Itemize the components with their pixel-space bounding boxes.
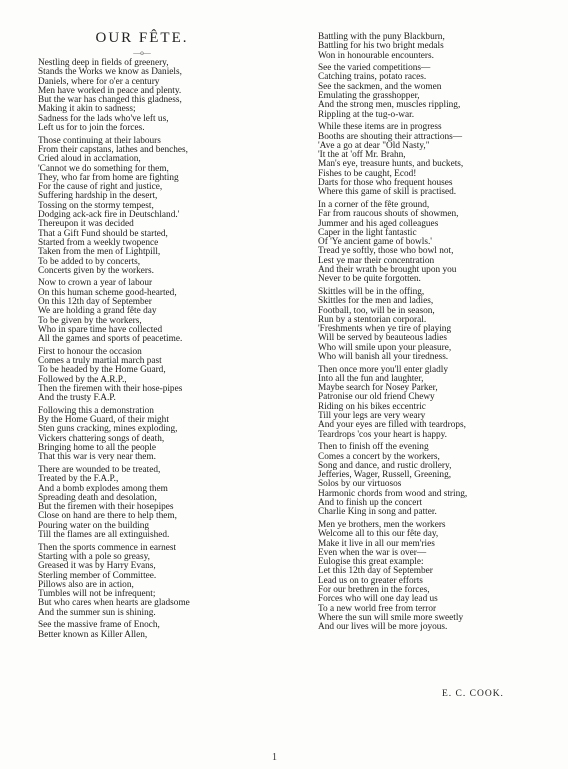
poem-line: See the varied competitions—: [318, 63, 431, 74]
title-ornament: —o—: [133, 49, 151, 57]
stanza: [318, 366, 558, 440]
poem-line: Cried aloud in acclamation,: [38, 154, 141, 165]
poem-line: Skittles for the men and ladies,: [318, 296, 434, 307]
left-column: [38, 59, 284, 643]
stanza: [318, 33, 558, 61]
stanza: [38, 544, 284, 618]
poem-line: Eulogise this great example:: [318, 557, 424, 568]
poem-line: Bringing home to all the people: [38, 443, 156, 454]
poem-line: Spreading death and desolation,: [38, 492, 157, 503]
poem-line: In a corner of the fête ground,: [318, 199, 430, 210]
poem-line: But who cares when hearts are gladsome: [38, 598, 190, 609]
poem-line: Concerts given by the workers.: [38, 265, 154, 276]
poem-line: Greased it was by Harry Evans,: [38, 561, 156, 572]
page-number: 1: [272, 752, 277, 763]
stanza: [318, 201, 558, 285]
poem-line: Comes a truly martial march past: [38, 356, 162, 367]
poem-line: Then the sports commence in earnest: [38, 542, 177, 553]
poem-line: And the strong men, muscles rippling,: [318, 100, 461, 111]
poem-line: While these items are in progress: [318, 122, 442, 133]
poem-line: By the Home Guard, of their might: [38, 415, 169, 426]
poem-line: Men ye brothers, men the workers: [318, 519, 446, 530]
poem-line: Tread ye softly, those who bowl not,: [318, 246, 454, 257]
poem-line: Dodging ack-ack fire in Deutschland.': [38, 210, 180, 221]
poem-line: Treated by the F.A.P.,: [38, 474, 119, 485]
stanza: [318, 443, 558, 517]
poem-line: 'Freshments when ye tire of playing: [318, 324, 452, 335]
poem-line: Tumbles will not be infrequent;: [38, 589, 156, 600]
poem-line: Till your legs are very weary: [318, 411, 426, 422]
poem-line: They, who far from home are fighting: [38, 172, 179, 183]
poem-line: 'Cannot we do something for them,: [38, 163, 169, 174]
poem-line: Will be served by beauteous ladies: [318, 333, 447, 344]
poem-line: Making it akin to sadness;: [38, 104, 136, 115]
poem-line: Started from a weekly twopence: [38, 237, 159, 248]
poem-line: Harmonic chords from wood and string,: [318, 488, 468, 499]
stanza: [318, 288, 558, 362]
poem-line: Comes a concert by the workers,: [318, 451, 440, 462]
poem-line: Sadness for the lads who've left us,: [38, 113, 169, 124]
poem-line: Man's eye, treasure hunts, and buckets,: [318, 159, 464, 170]
poem-line: Tossing on the stormy tempest,: [38, 200, 154, 211]
poem-line: Till the flames are all extinguished.: [38, 530, 170, 541]
poem-line: To a new world free from terror: [318, 603, 437, 614]
poem-line: Fishes to be caught, Ecod!: [318, 168, 417, 179]
poem-line: Far from raucous shouts of showmen,: [318, 209, 459, 220]
poem-line: Close on hand are there to help them,: [38, 511, 177, 522]
poem-line: Starting with a pole so greasy,: [38, 551, 150, 562]
author-signature: E. C. COOK.: [442, 689, 504, 699]
stanza: [38, 279, 284, 344]
poem-line: 'It the at 'off Mr. Brahn,: [318, 150, 406, 161]
poem-line: And a bomb explodes among them: [38, 483, 168, 494]
poem-line: Taken from the men of Lightpill,: [38, 247, 161, 258]
poem-line: Forces who will one day lead us: [318, 594, 438, 605]
poem-line: From their capstans, lathes and benches,: [38, 144, 188, 155]
poem-line: Sten guns cracking, mines exploding,: [38, 424, 178, 435]
poem-line: Then the firemen with their hose-pipes: [38, 383, 183, 394]
poem-line: Darts for those who frequent houses: [318, 178, 453, 189]
poem-line: Who will smile upon your pleasure,: [318, 342, 452, 353]
poem-line: Patronise our old friend Chewy: [318, 392, 435, 403]
poem-line: And the trusty F.A.P.: [38, 393, 116, 404]
stanza: [38, 137, 284, 276]
poem-line: Then to finish off the evening: [318, 442, 429, 453]
poem-line: Who in spare time have collected: [38, 324, 163, 335]
poem-line: Lest ye mar their concentration: [318, 255, 435, 266]
right-column: [318, 33, 558, 636]
poem-line: Let this 12th day of September: [318, 566, 433, 577]
poem-line: Followed by the A.R.P.,: [38, 374, 127, 385]
poem-line: Those continuing at their labours: [38, 135, 161, 146]
poem-line: And their wrath be brought upon you: [318, 265, 457, 276]
poem-line: But the firemen with their hosepipes: [38, 502, 174, 513]
stanza: [318, 64, 558, 120]
poem-line: Vickers chattering songs of death,: [38, 433, 165, 444]
poem-line: Of 'Ye ancient game of bowls.': [318, 237, 432, 248]
poem-line: Jefferies, Wager, Russell, Greening,: [318, 470, 452, 481]
stanza: [318, 521, 558, 633]
poem-line: Battling for his two bright medals: [318, 41, 444, 52]
stanza: [38, 621, 284, 640]
poem-line: And our lives will be more joyous.: [318, 622, 448, 633]
poem-line: Now to crown a year of labour: [38, 278, 153, 289]
poem-line: Won in honourable encounters.: [318, 50, 434, 61]
poem-line: That a Gift Fund should be started,: [38, 228, 168, 239]
poem-line: Daniels, where for o'er a century: [38, 76, 160, 87]
poem-line: We are holding a grand fête day: [38, 306, 157, 317]
poem-line: Catching trains, potato races.: [318, 72, 427, 83]
poem-line: Sterling member of Committee.: [38, 570, 157, 581]
poem-line: That this war is very near them.: [38, 452, 156, 463]
poem-line: Booths are shouting their attractions—: [318, 131, 463, 142]
poem-line: Rippling at the tug-o-war.: [318, 109, 415, 120]
poem-line: Pillows also are in action,: [38, 579, 134, 590]
poem-line: See the sackmen, and the women: [318, 81, 442, 92]
poem-line: Lead us on to greater efforts: [318, 575, 423, 586]
poem-line: Stands the Works we know as Daniels,: [38, 67, 182, 78]
poem-line: And the summer sun is shining.: [38, 607, 156, 618]
poem-line: Caper in the light fantastic: [318, 227, 417, 238]
poem-line: Song and dance, and rustic drollery,: [318, 460, 452, 471]
poem-line: And your eyes are filled with teardrops,: [318, 420, 466, 431]
poem-line: First to honour the occasion: [38, 346, 142, 357]
poem-line: For the cause of right and justice,: [38, 182, 163, 193]
poem-line: For our brethren in the forces,: [318, 585, 430, 595]
stanza: [38, 348, 284, 404]
stanza: [38, 407, 284, 463]
poem-line: Skittles will be in the offing,: [318, 286, 425, 297]
stanza: [38, 59, 284, 133]
poem-line: Battling with the puny Blackburn,: [318, 32, 445, 42]
poem-line: Maybe search for Nosey Parker,: [318, 383, 438, 394]
poem-line: Emulating the grasshopper,: [318, 91, 420, 102]
poem-line: Where the sun will smile more sweetly: [318, 612, 464, 623]
poem-line: Pouring water on the building: [38, 520, 150, 531]
poem-line: Teardrops 'cos your heart is happy.: [318, 429, 447, 440]
poem-line: On this human scheme good-hearted,: [38, 287, 177, 298]
poem-line: There are wounded to be treated,: [38, 464, 161, 475]
poem-line: To be headed by the Home Guard,: [38, 365, 166, 376]
poem-line: Following this a demonstration: [38, 405, 154, 416]
poem-line: Even when the war is over—: [318, 547, 427, 558]
poem-line: But the war has changed this gladness,: [38, 95, 182, 106]
poem-line: Solos by our virtuosos: [318, 479, 402, 490]
poem-line: All the games and sports of peacetime.: [38, 334, 183, 345]
poem-line: On this 12th day of September: [38, 297, 152, 308]
poem-line: Never to be quite forgotten.: [318, 274, 421, 285]
poem-line: Men have worked in peace and plenty.: [38, 85, 182, 96]
poem-line: Left us for to join the forces.: [38, 123, 145, 134]
stanza: [38, 466, 284, 540]
poem-line: Into all the fun and laughter,: [318, 373, 424, 384]
poem-line: Then once more you'll enter gladly: [318, 364, 448, 375]
poem-line: Better known as Killer Allen,: [38, 629, 148, 640]
poem-line: To be given by the workers,: [38, 315, 142, 326]
poem-line: Make it live in all our mem'ries: [318, 538, 435, 549]
poem-line: Run by a stentorian corporal.: [318, 314, 427, 325]
page-title: OUR FÊTE.: [95, 30, 189, 46]
poem-line: Thereupon it was decided: [38, 219, 134, 230]
stanza: [318, 123, 558, 197]
poem-line: Football, too, will be in season,: [318, 305, 435, 316]
poem-line: Nestling deep in fields of greenery,: [38, 58, 169, 68]
poem-line: Where this game of skill is practised.: [318, 187, 457, 198]
poem-line: Riding on his bikes eccentric: [318, 401, 426, 412]
poem-line: 'Ave a go at dear "Old Nasty,": [318, 140, 430, 151]
poem-line: And to finish up the concert: [318, 498, 423, 509]
poem-line: To be added to by concerts,: [38, 256, 141, 267]
poem-line: Charlie King in song and patter.: [318, 507, 437, 518]
poem-line: Who will banish all your tiredness.: [318, 351, 449, 362]
poem-line: Jummer and his aged colleagues: [318, 218, 439, 229]
poem-line: Welcome all to this our fête day,: [318, 529, 439, 540]
poem-line: Suffering hardship in the desert,: [38, 191, 158, 202]
poem-line: See the massive frame of Enoch,: [38, 620, 160, 631]
